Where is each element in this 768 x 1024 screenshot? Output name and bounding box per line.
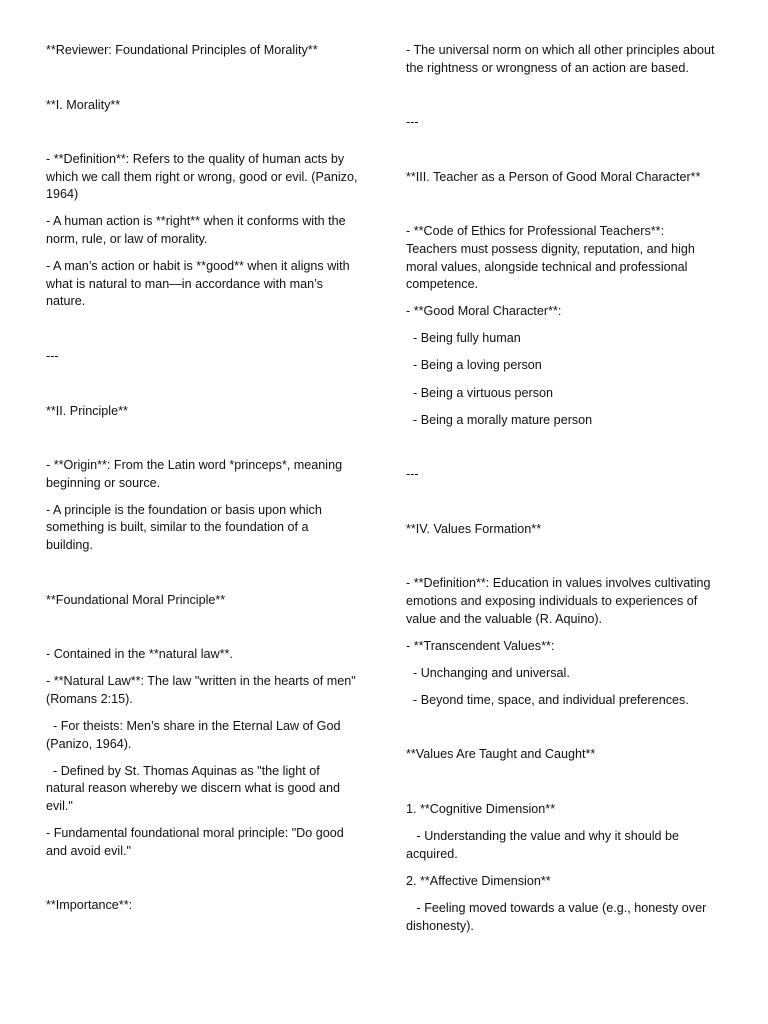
paragraph: **Foundational Moral Principle**: [46, 592, 226, 607]
paragraph: - Being a loving person: [406, 358, 542, 373]
paragraph: **III. Teacher as a Person of Good Moral Character**: [406, 169, 701, 184]
paragraph: - Defined by St. Thomas Aquinas as "the light of natural reason whereby we discern what is good and evil.": [46, 763, 344, 813]
paragraph: - **Definition**: Education in values involves cultivating emotions and exposing individuals to experiences of value and the valuable (R. Aquino).: [406, 576, 715, 626]
paragraph: - Feeling moved towards a value (e.g., honesty over dishonesty).: [406, 900, 710, 933]
paragraph: - Understanding the value and why it should be acquired.: [406, 829, 683, 861]
paragraph: - Fundamental foundational moral principle: "Do good and avoid evil.": [46, 825, 348, 858]
paragraph: - **Definition**: Refers to the quality of human acts by which we call them right or wrong, good or evil. (Panizo, 1964): [46, 152, 361, 202]
paragraph: - **Origin**: From the Latin word *princeps*, meaning beginning or source.: [46, 458, 346, 490]
left-text-column: [46, 42, 361, 924]
paragraph: - **Code of Ethics for Professional Teachers**: Teachers must possess dignity, reputation, and high moral values, alongside technical and professional competence.: [406, 224, 699, 292]
paragraph: **IV. Values Formation**: [406, 521, 542, 536]
paragraph: - Unchanging and universal.: [406, 665, 570, 680]
paragraph: - A human action is **right** when it conforms with the norm, rule, or law of morality.: [46, 214, 350, 247]
paragraph: - Contained in the **natural law**.: [46, 647, 233, 662]
paragraph: - **Natural Law**: The law "written in the hearts of men" (Romans 2:15).: [46, 674, 360, 706]
paragraph: - Beyond time, space, and individual preferences.: [406, 692, 689, 707]
paragraph: - For theists: Men’s share in the Eternal Law of God (Panizo, 1964).: [46, 718, 344, 751]
paragraph: 1. **Cognitive Dimension**: [406, 802, 556, 817]
paragraph: - A principle is the foundation or basis upon which something is built, similar to the foundation of a building.: [46, 502, 326, 552]
paragraph: **Importance**:: [46, 898, 133, 913]
paragraph: - The universal norm on which all other principles about the rightness or wrongness of an action are based.: [406, 43, 718, 75]
paragraph: - A man’s action or habit is **good** when it aligns with what is natural to man—in accordance with man’s nature.: [46, 259, 354, 309]
paragraph: - Being a morally mature person: [406, 412, 593, 427]
paragraph: **I. Morality**: [46, 97, 121, 112]
paragraph: ---: [46, 348, 59, 363]
paragraph: 2. **Affective Dimension**: [406, 873, 551, 888]
paragraph: **II. Principle**: [46, 403, 128, 418]
paragraph: **Values Are Taught and Caught**: [406, 747, 596, 762]
right-text-column: [406, 42, 718, 945]
paragraph: ---: [406, 115, 419, 130]
paragraph: - **Transcendent Values**:: [406, 638, 555, 653]
paragraph: - **Good Moral Character**:: [406, 304, 562, 319]
paragraph: - Being fully human: [406, 331, 521, 346]
paragraph: ---: [406, 467, 419, 482]
paragraph: - Being a virtuous person: [406, 385, 554, 400]
paragraph: **Reviewer: Foundational Principles of Morality**: [46, 43, 318, 57]
